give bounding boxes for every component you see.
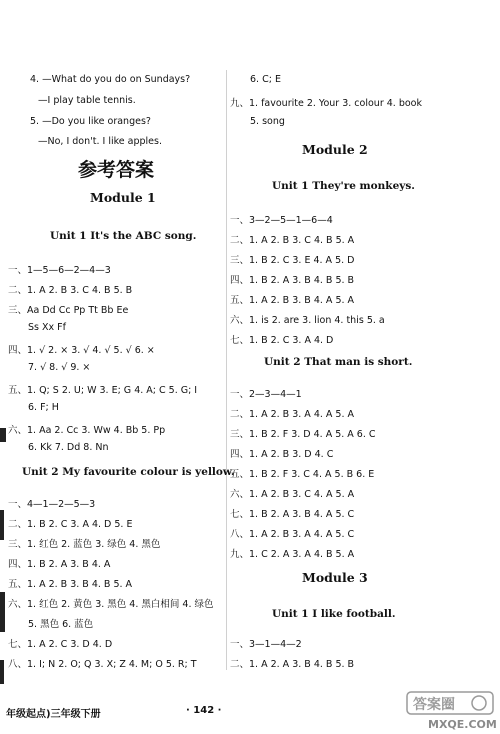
module-1-title: Module 1 xyxy=(90,190,156,205)
answer-line: 六、1. A 2. B 3. C 4. A 5. A xyxy=(230,489,355,500)
answer-line: 三、1. 红色 2. 蓝色 3. 绿色 4. 黑色 xyxy=(8,539,161,550)
answer-line: 二、1. A 2. A 3. B 4. B 5. B xyxy=(230,659,355,670)
answer-line: 四、1. A 2. B 3. D 4. C xyxy=(230,449,334,460)
dialogue-line: —I play table tennis. xyxy=(38,95,136,106)
answer-line: 5. 黑色 6. 蓝色 xyxy=(28,619,94,630)
answer-line: 二、1. A 2. B 3. C 4. B 5. A xyxy=(230,235,355,246)
watermark-glyphs: 答案圈 xyxy=(413,697,455,713)
scan-edge-mark xyxy=(0,660,4,684)
scan-edge-mark xyxy=(0,592,5,632)
answer-line: 六、1. 红色 2. 黄色 3. 黑色 4. 黑白相间 4. 绿色 xyxy=(8,599,214,610)
answer-line: 6. Kk 7. Dd 8. Nn xyxy=(28,442,109,453)
module-2-title: Module 2 xyxy=(302,142,368,157)
unit-2-title: Unit 2 My favourite colour is yellow. xyxy=(22,466,235,478)
unit-1-title: Unit 1 I like football. xyxy=(272,608,396,620)
module-3-title: Module 3 xyxy=(302,570,368,585)
dialogue-line: 4. —What do you do on Sundays? xyxy=(30,74,191,85)
answer-line: 八、1. I; N 2. O; Q 3. X; Z 4. M; O 5. R; T xyxy=(8,659,197,670)
answer-line: 七、1. B 2. C 3. A 4. D xyxy=(230,335,334,346)
answer-line: 一、3—1—4—2 xyxy=(230,639,302,650)
unit-2-title: Unit 2 That man is short. xyxy=(264,356,413,368)
answer-line: 五、1. A 2. B 3. B 4. B 5. A xyxy=(8,579,133,590)
answer-line: 八、1. A 2. B 3. A 4. A 5. C xyxy=(230,529,355,540)
answer-line: 四、1. B 2. A 3. B 4. A xyxy=(8,559,111,570)
scan-edge-mark xyxy=(0,510,4,540)
column-divider xyxy=(226,70,227,670)
answer-line: 6. F; H xyxy=(28,402,59,413)
answer-line: 一、3—2—5—1—6—4 xyxy=(230,215,333,226)
answer-line: 一、1—5—6—2—4—3 xyxy=(8,265,111,276)
answer-line: 5. song xyxy=(250,116,285,127)
answer-line: 七、1. B 2. A 3. B 4. A 5. C xyxy=(230,509,355,520)
answer-line: 6. C; E xyxy=(250,74,281,85)
answer-line: Ss Xx Ff xyxy=(28,322,66,333)
unit-1-title: Unit 1 They're monkeys. xyxy=(272,180,415,192)
answer-line: 五、1. Q; S 2. U; W 3. E; G 4. A; C 5. G; I xyxy=(8,385,198,396)
answer-line: 五、1. B 2. F 3. C 4. A 5. B 6. E xyxy=(230,469,375,480)
answer-line: 二、1. A 2. B 3. C 4. B 5. B xyxy=(8,285,133,296)
scan-edge-mark xyxy=(0,428,6,442)
unit-1-title: Unit 1 It's the ABC song. xyxy=(50,230,197,242)
dialogue-line: 5. —Do you like oranges? xyxy=(30,116,151,127)
answer-line: 三、1. B 2. C 3. E 4. A 5. D xyxy=(230,255,355,266)
answer-line: 五、1. A 2. B 3. B 4. A 5. A xyxy=(230,295,355,306)
answer-line: 四、1. √ 2. × 3. √ 4. √ 5. √ 6. × xyxy=(8,345,155,356)
watermark-site: MXQE.COM xyxy=(428,718,497,731)
answer-line: 一、4—1—2—5—3 xyxy=(8,499,96,510)
answer-line: 三、Aa Dd Cc Pp Tt Bb Ee xyxy=(8,305,129,316)
answer-line: 二、1. B 2. C 3. A 4. D 5. E xyxy=(8,519,133,530)
answer-line: 三、1. B 2. F 3. D 4. A 5. A 6. C xyxy=(230,429,376,440)
footer-grade-label: 年级起点)三年级下册 xyxy=(6,709,101,720)
page-number: · 142 · xyxy=(186,705,222,716)
answer-line: 四、1. B 2. A 3. B 4. B 5. B xyxy=(230,275,355,286)
answer-line: 九、1. favourite 2. Your 3. colour 4. book xyxy=(230,98,422,109)
answers-title: 参考答案 xyxy=(78,159,155,181)
answer-line: 七、1. A 2. C 3. D 4. D xyxy=(8,639,113,650)
answer-line: 一、2—3—4—1 xyxy=(230,389,302,400)
answer-line: 九、1. C 2. A 3. A 4. B 5. A xyxy=(230,549,355,560)
dialogue-line: —No, I don't. I like apples. xyxy=(38,136,162,147)
answer-line: 二、1. A 2. B 3. A 4. A 5. A xyxy=(230,409,355,420)
answer-line: 六、1. is 2. are 3. lion 4. this 5. a xyxy=(230,315,385,326)
answer-line: 六、1. Aa 2. Cc 3. Ww 4. Bb 5. Pp xyxy=(8,425,166,436)
answer-line: 7. √ 8. √ 9. × xyxy=(28,362,91,373)
